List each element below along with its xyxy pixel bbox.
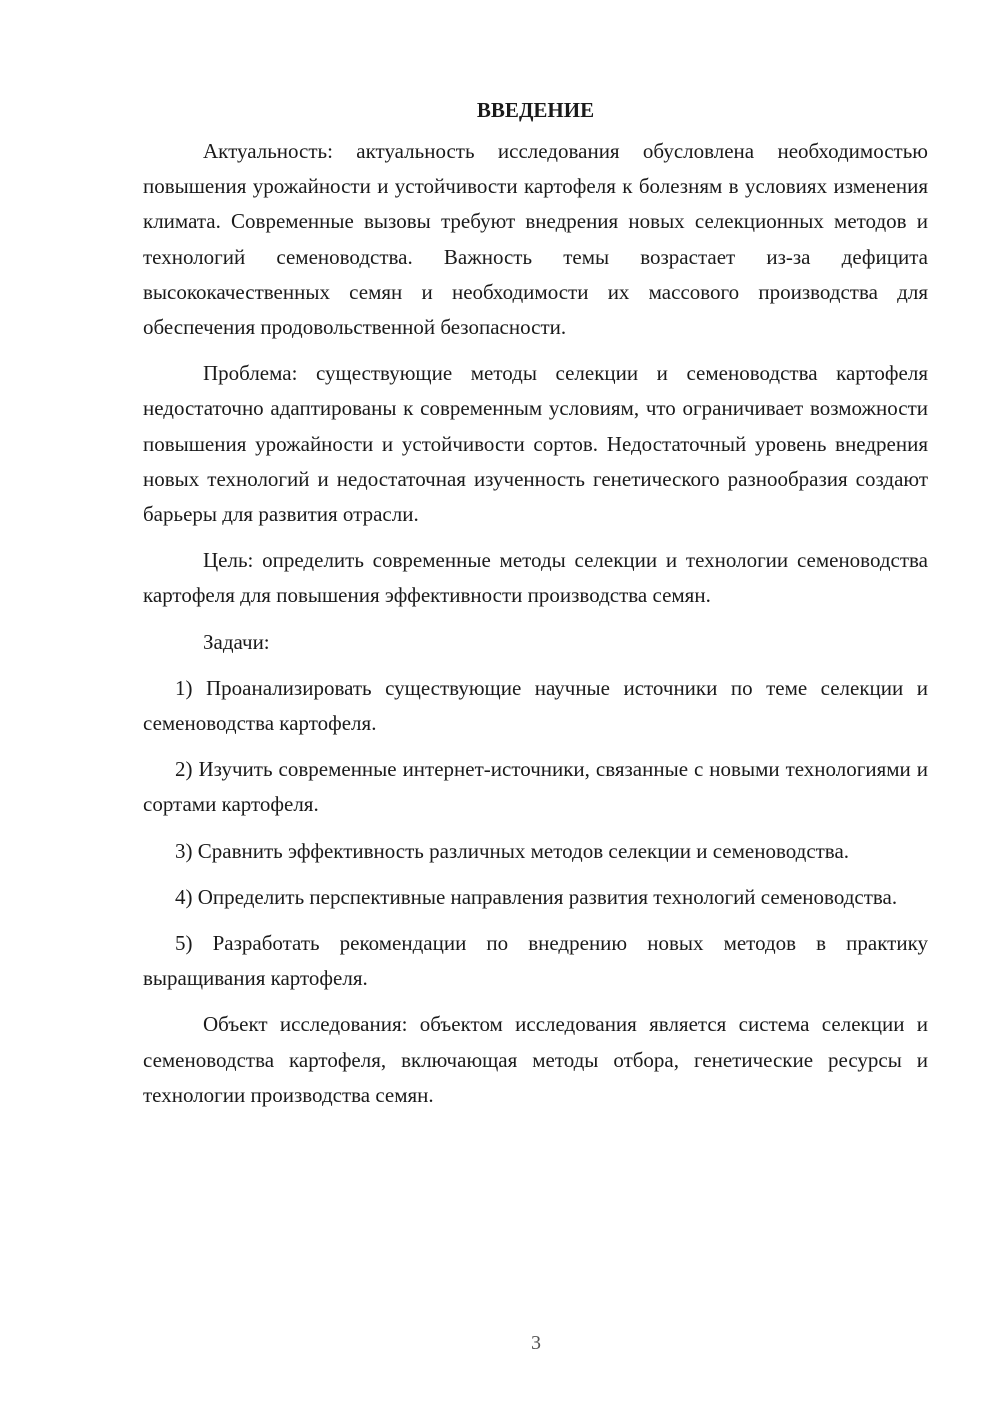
paragraph-object: Объект исследования: объектом исследования является система селекции и семеноводства картофеля, включающая методы отбора, генетические ресурсы и технологии производства семян. bbox=[143, 1012, 928, 1107]
paragraph-relevance: Актуальность: актуальность исследования обусловлена необходимостью повышения урожайности и устойчивости картофеля к болезням в условиях изменения климата. Современные вызовы требуют внедрения новых селекционных методов и технологий семеноводства. Важность темы возрастает из-за дефицита высококачественных семян и необходимости их массового производства для обеспечения продовольственной безопасности. bbox=[143, 139, 928, 340]
paragraph-goal: Цель: определить современные методы селекции и технологии семеноводства картофеля для повышения эффективности производства семян. bbox=[143, 548, 928, 608]
paragraph-problem: Проблема: существующие методы селекции и семеноводства картофеля недостаточно адаптированы к современным условиям, что ограничивает возможности повышения урожайности и устойчивости сортов. Недостаточный уровень внедрения новых технологий и недостаточная изученность генетического разнообразия создают барьеры для развития отрасли. bbox=[143, 361, 928, 527]
task-item-3: 3) Сравнить эффективность различных методов селекции и семеноводства. bbox=[175, 838, 850, 863]
page-title: ВВЕДЕНИЕ bbox=[476, 98, 595, 122]
task-item-4: 4) Определить перспективные направления развития технологий семеноводства. bbox=[175, 884, 898, 909]
task-item-2: 2) Изучить современные интернет-источники, связанные с новыми технологиями и сортами картофеля. bbox=[143, 757, 928, 817]
task-item-5: 5) Разработать рекомендации по внедрению новых методов в практику выращивания картофеля. bbox=[143, 931, 928, 991]
task-item-1: 1) Проанализировать существующие научные источники по теме селекции и семеноводства картофеля. bbox=[143, 675, 928, 736]
tasks-heading: Задачи: bbox=[203, 629, 270, 654]
page-number: 3 bbox=[531, 1332, 541, 1354]
document-page bbox=[143, 93, 928, 1124]
